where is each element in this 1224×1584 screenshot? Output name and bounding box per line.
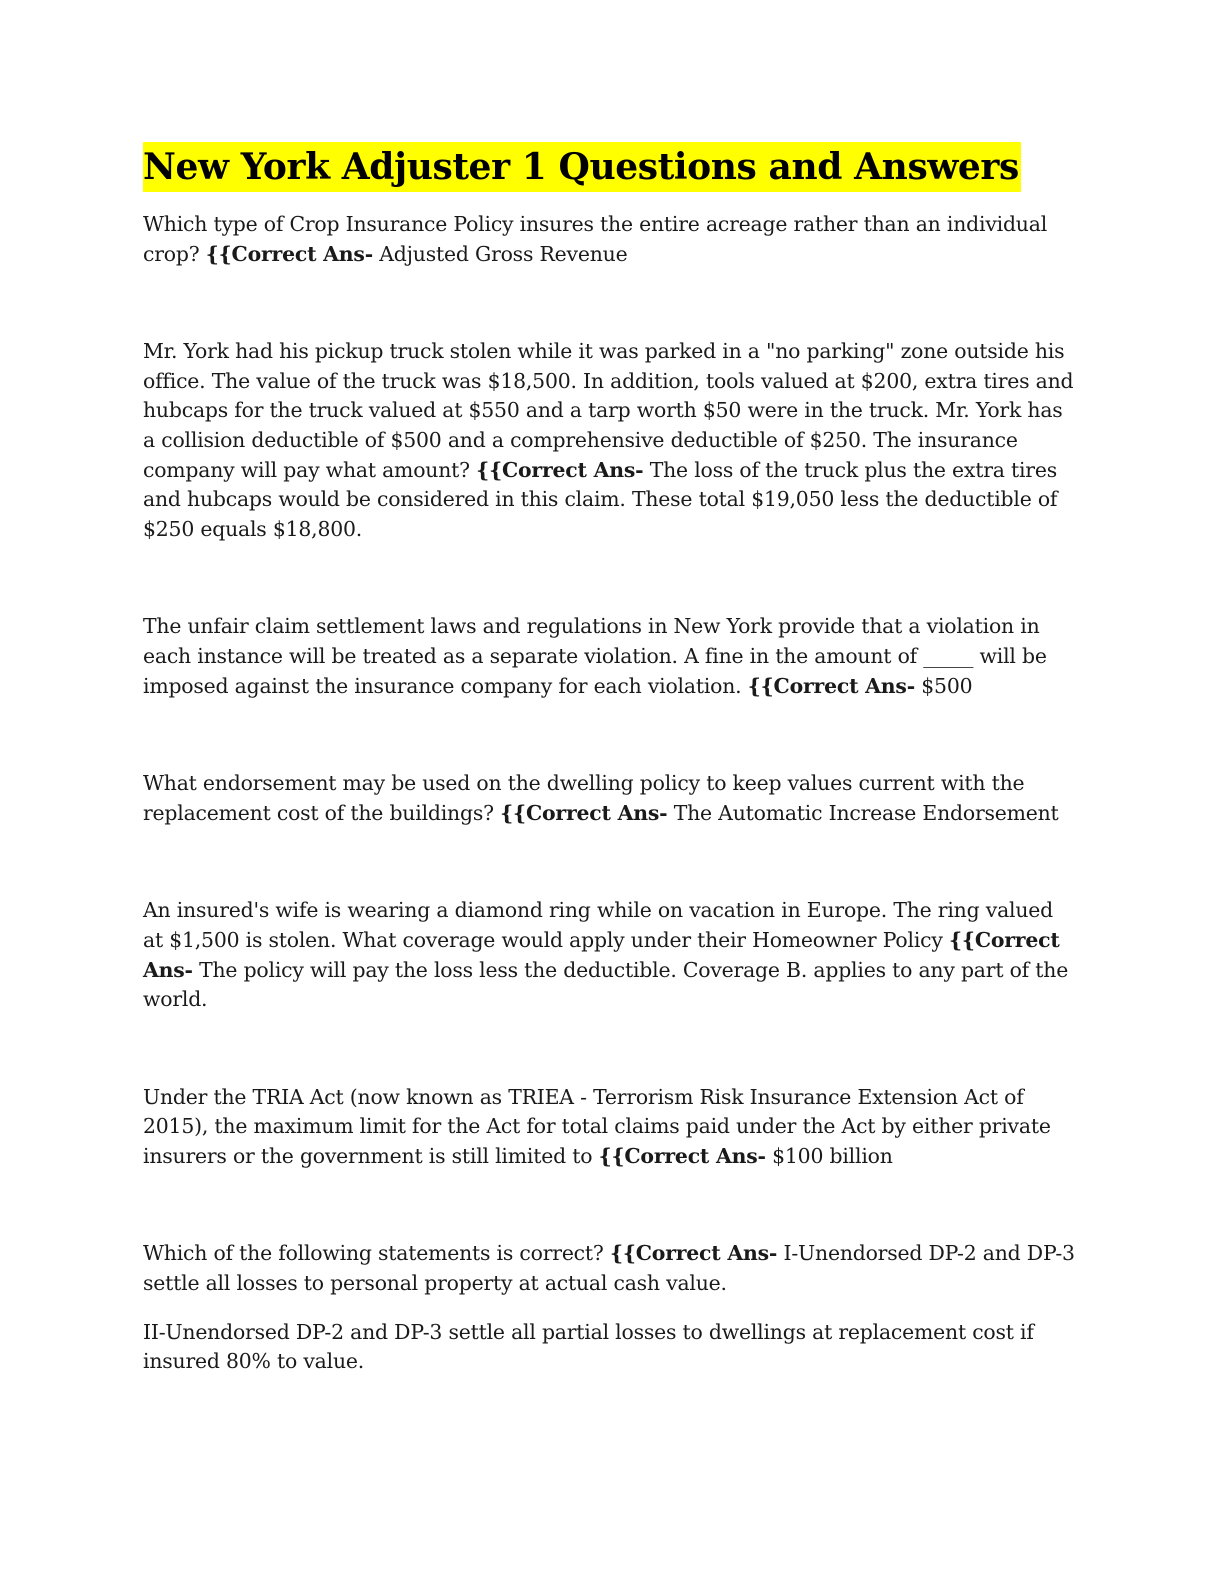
question-text: Mr. York had his pickup truck stolen while it was parked in a "no parking" zone outside his office. The value of the truck was $18,500. In addition, tools valued at $200, extra tires and hubcaps for the truck valued at $550 and a tarp worth $50 were in the truck. Mr. York has a collision deductible of $500 and a comprehensive deductible of $250. The insurance company will pay what amount?	[143, 339, 1074, 482]
qa-item-4	[143, 769, 1078, 828]
answer-text: Adjusted Gross Revenue	[379, 241, 628, 266]
qa-item-7	[143, 1239, 1078, 1298]
answer-text: The loss of the truck plus the extra tires and hubcaps would be considered in this claim. These total $19,050 less the deductible of $250 equals $18,800.	[143, 457, 1058, 541]
answer-label: {{Correct Ans-	[476, 457, 644, 482]
question-text: Under the TRIA Act (now known as TRIEA - Terrorism Risk Insurance Extension Act of 2015), the maximum limit for the Act for total claims paid under the Act by either private insurers or the government is still limited to	[143, 1084, 1051, 1168]
document-page	[143, 142, 1078, 1377]
answer-label: {{Correct Ans-	[747, 673, 915, 698]
qa-item-1	[143, 210, 1078, 269]
answer-text: The policy will pay the loss less the deductible. Coverage B. applies to any part of the world.	[143, 957, 1069, 1012]
answer-text: The Automatic Increase Endorsement	[673, 800, 1059, 825]
page-title: New York Adjuster 1 Questions and Answers	[143, 142, 1021, 192]
answer-label: {{Correct Ans-	[609, 1241, 778, 1266]
question-text: An insured's wife is wearing a diamond ring while on vacation in Europe. The ring valued at $1,500 is stolen. What coverage would apply under their Homeowner Policy	[143, 898, 1053, 952]
qa-item-3	[143, 612, 1078, 701]
answer-text: I-Unendorsed DP-2 and DP-3 settle all losses to personal property at actual cash value.	[143, 1241, 1075, 1296]
qa-item-2	[143, 337, 1078, 544]
qa-item-6	[143, 1083, 1078, 1172]
answer-label: {{Correct Ans-	[143, 927, 1060, 982]
question-text: Which of the following statements is correct?	[143, 1241, 604, 1266]
answer-label: {{Correct Ans-	[500, 800, 668, 825]
qa-item-5	[143, 896, 1078, 1014]
question-text: The unfair claim settlement laws and regulations in New York provide that a violation in each instance will be treated as a separate violation. A fine in the amount of _____ will be imposed against the insurance company for each violation.	[143, 614, 1047, 698]
question-text: What endorsement may be used on the dwelling policy to keep values current with the replacement cost of the buildings?	[143, 771, 1025, 825]
question-text: Which type of Crop Insurance Policy insures the entire acreage rather than an individual crop?	[143, 212, 1048, 266]
qa-item-7-continuation: II-Unendorsed DP-2 and DP-3 settle all partial losses to dwellings at replacement cost if insured 80% to value.	[143, 1319, 1034, 1374]
answer-text: $100 billion	[772, 1143, 893, 1168]
answer-label: {{Correct Ans-	[598, 1143, 766, 1168]
answer-label: {{Correct Ans-	[205, 241, 373, 266]
answer-text: $500	[921, 673, 973, 698]
